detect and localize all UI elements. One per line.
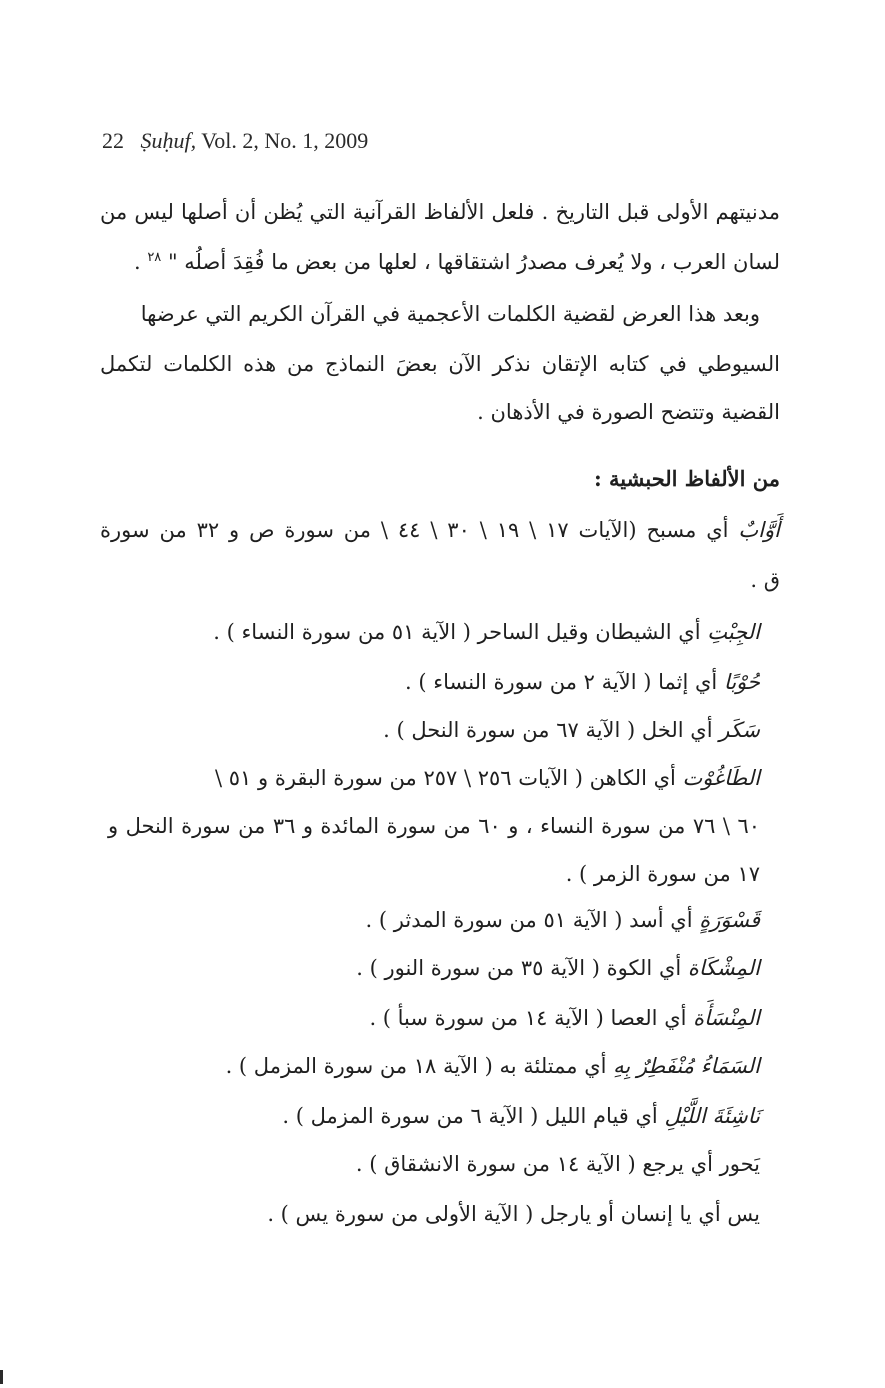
entry-term: المِشْكَاة xyxy=(687,956,760,980)
paragraph-1-line-2-text: لسان العرب ، ولا يُعرف مصدرُ اشتقاقها ، لعلها من بعض ما فُقِدَ أصلُه " xyxy=(167,250,780,274)
entry-text: أي الكاهن ( الآيات ٢٥٦ \ ٢٥٧ من سورة البقرة و ٥١ \ xyxy=(215,766,683,790)
entry-line xyxy=(226,1054,760,1078)
entry-text: ٦٠ \ ٧٦ من سورة النساء ، و ٦٠ من سورة المائدة و ٣٦ من سورة النحل و xyxy=(108,814,760,838)
entry-text: أي الشيطان وقيل الساحر ( الآية ٥١ من سورة النساء ) . xyxy=(213,620,708,644)
scan-edge-mark xyxy=(0,1370,3,1384)
volume-info: Vol. 2, No. 1, 2009 xyxy=(201,128,369,153)
paragraph-2-line-2: السيوطي في كتابه الإتقان نذكر الآن بعضَ النماذج من هذه الكلمات لتكمل xyxy=(100,352,780,376)
entry-term: حُوْبًا xyxy=(723,670,760,694)
entry-term: الجِبْتِ xyxy=(707,620,760,644)
entry-text: أي العصا ( الآية ١٤ من سورة سبأ ) . xyxy=(369,1006,694,1030)
entry-term: قَسْوَرَةٍ xyxy=(699,908,760,932)
entry-text: أي الخل ( الآية ٦٧ من سورة النحل ) . xyxy=(383,718,720,742)
entry-text: ١٧ من سورة الزمر ) . xyxy=(565,862,760,886)
entry-line xyxy=(100,518,780,542)
entry-text: أي إثما ( الآية ٢ من سورة النساء ) . xyxy=(405,670,724,694)
entry-term: المِنْسَأَة xyxy=(693,1006,760,1030)
entry-line xyxy=(750,568,780,592)
entry-term: نَاشِئَةَ اللَّيْلِ xyxy=(664,1104,760,1128)
entry-line xyxy=(566,862,760,886)
entry-term: يَحور xyxy=(719,1152,760,1176)
entry-line xyxy=(405,670,760,694)
entry-text: ق . xyxy=(750,568,780,592)
entry-line xyxy=(282,1104,760,1128)
entry-line xyxy=(356,956,760,980)
page-number: 22 xyxy=(102,128,124,153)
entry-line xyxy=(213,620,760,644)
entry-text: أي مسبح (الآيات ١٧ \ ١٩ \ ٣٠ \ ٤٤ \ من سورة ص و ٣٢ من سورة xyxy=(100,518,739,542)
entry-line xyxy=(108,814,760,838)
entry-text: أي أسد ( الآية ٥١ من سورة المدثر ) . xyxy=(365,908,700,932)
entry-text: أي يا إنسان أو يارجل ( الآية الأولى من سورة يس ) . xyxy=(267,1202,728,1226)
entry-term: سَكَر xyxy=(719,718,760,742)
section-heading: من الألفاظ الحبشية : xyxy=(593,466,780,491)
entry-term: يس xyxy=(727,1202,760,1226)
entry-line xyxy=(267,1202,760,1226)
entry-text: أي ممتلئة به ( الآية ١٨ من سورة المزمل ) . xyxy=(225,1054,614,1078)
entry-line xyxy=(369,1006,760,1030)
entry-text: أي قيام الليل ( الآية ٦ من سورة المزمل ) . xyxy=(282,1104,665,1128)
entry-line xyxy=(366,908,760,932)
entry-term: السَمَاءُ مُنْفَطِرٌ بِهِ xyxy=(613,1054,760,1078)
paragraph-2-line-1: وبعد هذا العرض لقضية الكلمات الأعجمية في القرآن الكريم التي عرضها xyxy=(140,302,760,326)
paragraph-1-end: . xyxy=(133,250,141,274)
entry-text: أي يرجع ( الآية ١٤ من سورة الانشقاق ) . xyxy=(355,1152,720,1176)
paragraph-1-line-2 xyxy=(134,250,780,274)
journal-name: Ṣuḥuf, xyxy=(140,128,197,153)
entry-line xyxy=(215,766,760,790)
paragraph-2-line-3: القضية وتتضح الصورة في الأذهان . xyxy=(477,400,780,424)
footnote-ref-28: ٢٨ xyxy=(147,250,162,265)
entry-line xyxy=(383,718,760,742)
paragraph-1-line-1: مدنيتهم الأولى قبل التاريخ . فلعل الألفاظ القرآنية التي يُظن أن أصلها ليس من xyxy=(100,200,780,224)
entry-text: أي الكوة ( الآية ٣٥ من سورة النور ) . xyxy=(356,956,688,980)
entry-term: الطَاغُوْت xyxy=(682,766,760,790)
entry-line xyxy=(356,1152,760,1176)
entry-term: أَوَّابٌ xyxy=(738,518,780,542)
